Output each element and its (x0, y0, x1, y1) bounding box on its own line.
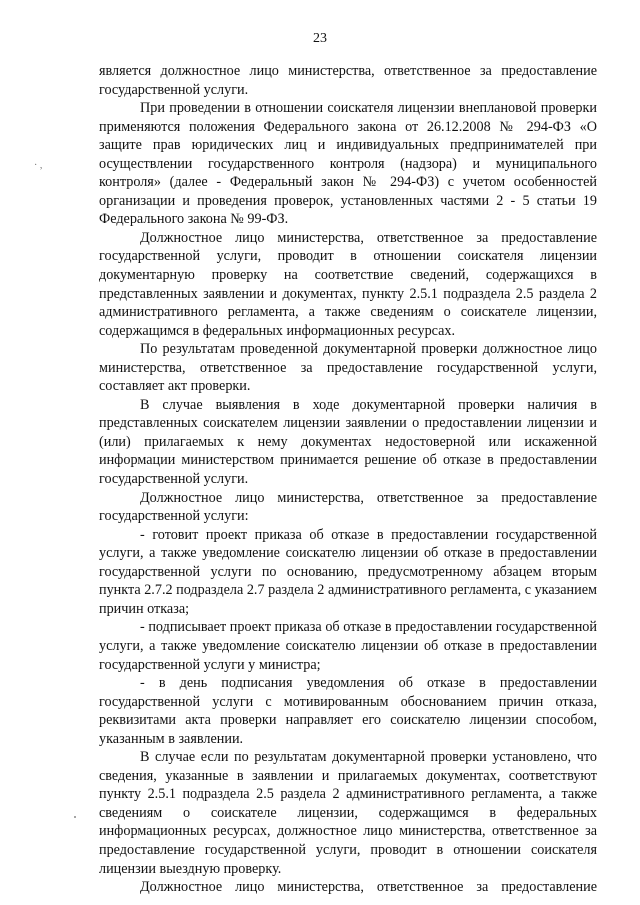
paragraph-inspection-act: По результатам проведенной документарной проверки должностное лицо министерства, ответственное за предоставление государственной услуги, составляет акт проверки. (99, 341, 597, 395)
paragraph-unscheduled-inspection: При проведении в отношении соискателя лицензии внеплановой проверки применяются положения Федерального закона от 26.12.2008 № 294-ФЗ «О защите прав юридических лиц и индивидуальных предпринимателей при осуществлении государственного контроля (надзора) и муниципального контроля» (далее - Федеральный закон № 294-ФЗ) с учетом особенностей организации и проведения проверок, установленных частями 2 - 5 статьи 19 Федерального закона № 99-ФЗ. (99, 100, 597, 228)
paragraph-official-duties: Должностное лицо министерства, ответственное за предоставление государственной услуги: (99, 489, 597, 525)
list-item-send-notice: - в день подписания уведомления об отказе в предоставлении государственной услуги с мотивированным обоснованием причин отказа, реквизитами акта проверки направляет его соискателю лицензии способом, указанным в заявлении. (99, 675, 597, 747)
paragraph-final-line: Должностное лицо министерства, ответственное за предоставление (140, 879, 597, 896)
list-item-sign-order: - подписывает проект приказа об отказе в предоставлении государственной услуги, а также уведомление соискателю лицензии об отказе в предоставлении государственной услуги у министра; (99, 619, 597, 673)
document-body (99, 62, 597, 897)
list-item-prepare-order: - готовит проект приказа об отказе в предоставлении государственной услуги, а также уведомление соискателю лицензии об отказе в предоставлении государственной услуги по основанию, предусмотренному абзацем вторым пункта 2.7.2 подраздела 2.7 раздела 2 административного регламента, с указанием причин отказа; (99, 526, 597, 617)
page-number: 23 (313, 31, 327, 46)
margin-marks: · , (34, 160, 43, 171)
paragraph-refusal-decision: В случае выявления в ходе документарной проверки наличия в представленных соискателем лицензии заявлении о предоставлении лицензии и (или) прилагаемых к нему документах недостоверной или искаженной информации министерством принимается решение об отказе в предоставлении государственной услуги. (99, 396, 597, 488)
paragraph-documentary-check: Должностное лицо министерства, ответственное за предоставление государственной услуги, проводит в отношении соискателя лицензии документарную проверку на соответствие сведений, содержащихся в представленных заявлении и документах, пункту 2.5.1 подраздела 2.5 раздела 2 административного регламента, а также сведениям о соискателе лицензии, содержащимся в федеральных информационных ресурсах. (99, 229, 597, 339)
paragraph-continuation: является должностное лицо министерства, ответственное за предоставление государственной услуги. (99, 63, 597, 98)
paragraph-field-inspection: В случае если по результатам документарной проверки установлено, что сведения, указанные в заявлении и прилагаемых документах, соответствуют пункту 2.5.1 подраздела 2.5 раздела 2 административного регламента, а также сведениям о соискателе лицензии, содержащимся в федеральных информационных ресурсах, должностное лицо министерства, ответственное за предоставление государственной услуги, проводит в отношении соискателя лицензии выездную проверку. (99, 749, 597, 877)
margin-dot (74, 816, 76, 818)
